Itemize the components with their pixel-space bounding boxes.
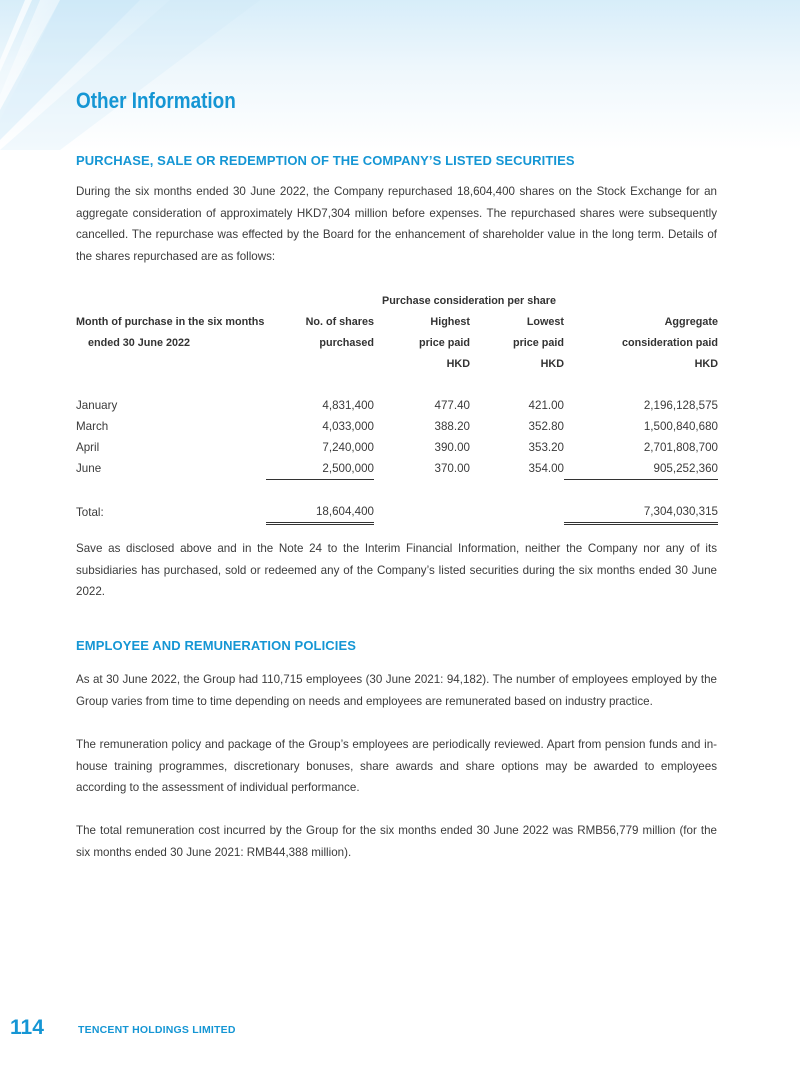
lowest-cell: 353.20 <box>528 441 565 454</box>
aggregate-unit: HKD <box>694 357 719 370</box>
month-column-header: Month of purchase in the six months <box>76 315 265 328</box>
highest-unit: HKD <box>446 357 470 370</box>
footer-company-name: TENCENT HOLDINGS LIMITED <box>78 1024 236 1036</box>
employee-paragraph-2: The remuneration policy and package of the Group’s employees are periodically reviewed. Apart from pension funds and in-house training programmes, discretionary bonuses, share awards and share options may be awarded to employees according to the assessment of individual performance. <box>76 738 717 794</box>
month-cell: June <box>76 462 102 476</box>
table-unit-row <box>76 353 718 374</box>
aggregate-cell: 1,500,840,680 <box>643 420 719 433</box>
purchase-intro-paragraph: During the six months ended 30 June 2022, the Company repurchased 18,604,400 shares on the Stock Exchange for an aggregate consideration of approximately HKD7,304 million before expenses. The repurchased shares were subsequently cancelled. The repurchase was effected by the Board for the enhancement of shareholder value in the long term. Details of the shares repurchased are as follows: <box>76 185 717 263</box>
lowest-column-subheader: price paid <box>513 336 565 349</box>
shares-cell: 7,240,000 <box>322 441 374 454</box>
total-shares-cell: 18,604,400 <box>266 501 374 524</box>
table-row <box>76 416 718 437</box>
highest-cell: 370.00 <box>434 462 470 476</box>
highest-column-subheader: price paid <box>418 336 470 349</box>
purchase-consideration-header: Purchase consideration per share <box>382 294 557 307</box>
table-row <box>76 458 718 480</box>
employee-paragraph-1: As at 30 June 2022, the Group had 110,715 employees (30 June 2021: 94,182). The number of employees employed by the Group varies from time to time depending on needs and employees are remunerated based on industry practice. <box>76 673 717 708</box>
aggregate-column-header: Aggregate <box>664 315 719 328</box>
table-header-row-1 <box>76 311 718 332</box>
purchase-closing-paragraph: Save as disclosed above and in the Note 24 to the Interim Financial Information, neither the Company nor any of its subsidiaries has purchased, sold or redeemed any of the Company’s listed securities during the six months ended 30 June 2022. <box>76 542 717 598</box>
lowest-cell: 352.80 <box>528 420 565 433</box>
table-row <box>76 437 718 458</box>
aggregate-cell: 2,701,808,700 <box>643 441 719 454</box>
lowest-column-header: Lowest <box>526 315 565 328</box>
page-title: Other Information <box>76 88 236 113</box>
section-heading-purchase: PURCHASE, SALE OR REDEMPTION OF THE COMPANY’S LISTED SECURITIES <box>76 153 575 168</box>
table-row <box>76 395 718 416</box>
repurchase-table <box>76 290 718 525</box>
table-header-row-2 <box>76 332 718 353</box>
month-cell: January <box>76 399 118 412</box>
aggregate-cell: 2,196,128,575 <box>643 399 719 412</box>
table-total-row <box>76 501 718 524</box>
shares-column-header: No. of shares <box>305 315 374 328</box>
header-banner <box>0 0 800 150</box>
lowest-cell: 354.00 <box>528 462 565 476</box>
total-aggregate-cell: 7,304,030,315 <box>564 501 718 524</box>
section-heading-employee: EMPLOYEE AND REMUNERATION POLICIES <box>76 638 357 653</box>
highest-column-header: Highest <box>430 315 470 328</box>
month-column-subheader: ended 30 June 2022 <box>88 336 191 349</box>
lowest-unit: HKD <box>540 357 565 370</box>
shares-cell: 4,831,400 <box>322 399 374 412</box>
total-label: Total: <box>76 505 104 519</box>
employee-paragraph-3: The total remuneration cost incurred by the Group for the six months ended 30 June 2022 was RMB56,779 million (for the six months ended 30 June 2021: RMB44,388 million). <box>76 824 717 859</box>
shares-column-subheader: purchased <box>319 336 374 349</box>
table-group-header-row <box>76 290 718 311</box>
highest-cell: 477.40 <box>434 399 470 412</box>
highest-cell: 390.00 <box>434 441 470 454</box>
page-number: 114 <box>10 1016 44 1039</box>
month-cell: April <box>76 441 100 454</box>
lowest-cell: 421.00 <box>528 399 565 412</box>
shares-cell: 4,033,000 <box>322 420 374 433</box>
aggregate-cell: 905,252,360 <box>564 458 718 480</box>
decorative-light-streaks <box>0 0 800 150</box>
highest-cell: 388.20 <box>434 420 470 433</box>
aggregate-column-subheader: consideration paid <box>622 336 719 349</box>
month-cell: March <box>76 420 109 433</box>
shares-cell: 2,500,000 <box>266 458 374 480</box>
